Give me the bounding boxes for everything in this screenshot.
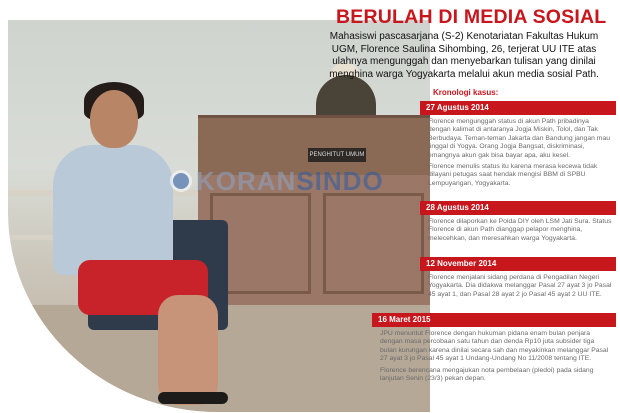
watermark-text — [196, 166, 384, 197]
headline: BERULAH DI MEDIA SOSIAL — [336, 6, 607, 28]
event-date: 28 Agustus 2014 — [420, 201, 616, 215]
defendant-legs — [158, 295, 218, 405]
event-body — [420, 115, 616, 188]
event-text: Florence dilaporkan ke Polda DIY oleh LSM Jati Sura. Status Florence di akun Path dianggap pelapor menghina, melecehkan, dan meresahkan warga Yogyakarta. — [428, 218, 612, 242]
event-text: Florence mengunggah status di akun Path pribadinya dengan kalimat di antaranya Jogja Miskin, Tolol, dan Tak Berbudaya. Teman-teman Jakarta dan Bandung jangan mau tinggal di Yogya. Orang Jogja Bangsat, diskriminasi, emangnya akun gak bisa bayar apa, aku kesel. — [428, 118, 611, 159]
defendant-shoes — [158, 392, 228, 404]
timeline-title: Kronologi kasus: — [433, 88, 499, 97]
event-text: Florence menjalani sidang perdana di Pengadilan Negeri Yogyakarta. Dia didakwa melanggar Pasal 27 ayat 3 jo Pasal 45 ayat 1, dan Pasal 28 ayat 2 jo Pasal 45 ayat 2 UU ITE. — [428, 274, 612, 298]
event-text: Florence menulis status itu karena merasa kecewa tidak dilayani petugas saat hendak mengisi BBM di SPBU Lempuyangan, Yogyakarta. — [428, 163, 598, 187]
timeline-event — [420, 201, 616, 246]
timeline-event — [372, 313, 616, 386]
watermark — [170, 166, 384, 196]
watermark-part2: SINDO — [296, 165, 384, 196]
event-text: JPU menuntut Florence dengan hukuman pidana enam bulan penjara dengan masa percobaan satu tahun dan denda Rp10 juta subsider tiga bulan kurungan karena dinilai secara sah dan meyakinkan melanggar Pasal 27 ayat 3 jo Pasal 45 ayat 1 Undang-Undang No 11/2008 tentang ITE. — [380, 330, 609, 363]
event-date: 16 Maret 2015 — [372, 313, 616, 327]
defendant-head — [90, 90, 138, 148]
event-body — [372, 327, 616, 383]
desk-plaque: PENGHITUT UMUM — [308, 148, 366, 162]
panel-frame-right — [323, 193, 424, 294]
lead-paragraph: Mahasiswi pascasarjana (S-2) Kenotariatan Fakultas Hukum UGM, Florence Saulina Sihombing, 26, terjerat UU ITE atas ulahnya mengunggah dan menyebarkan tulisan yang dinilai menghina warga Yogyakarta melalui akun media sosial Path. — [329, 31, 599, 80]
event-text: Florence berencana mengajukan nota pembelaan (pledoi) pada sidang lanjutan Senin (23/3) pekan depan. — [380, 366, 594, 383]
event-date: 12 November 2014 — [420, 257, 616, 271]
watermark-part1: KORAN — [196, 165, 297, 196]
timeline-event — [420, 101, 616, 191]
timeline-event — [420, 257, 616, 302]
event-body — [420, 215, 616, 243]
event-date: 27 Agustus 2014 — [420, 101, 616, 115]
event-body — [420, 271, 616, 299]
logo-icon — [170, 170, 192, 192]
defendant-shirt — [53, 145, 173, 275]
